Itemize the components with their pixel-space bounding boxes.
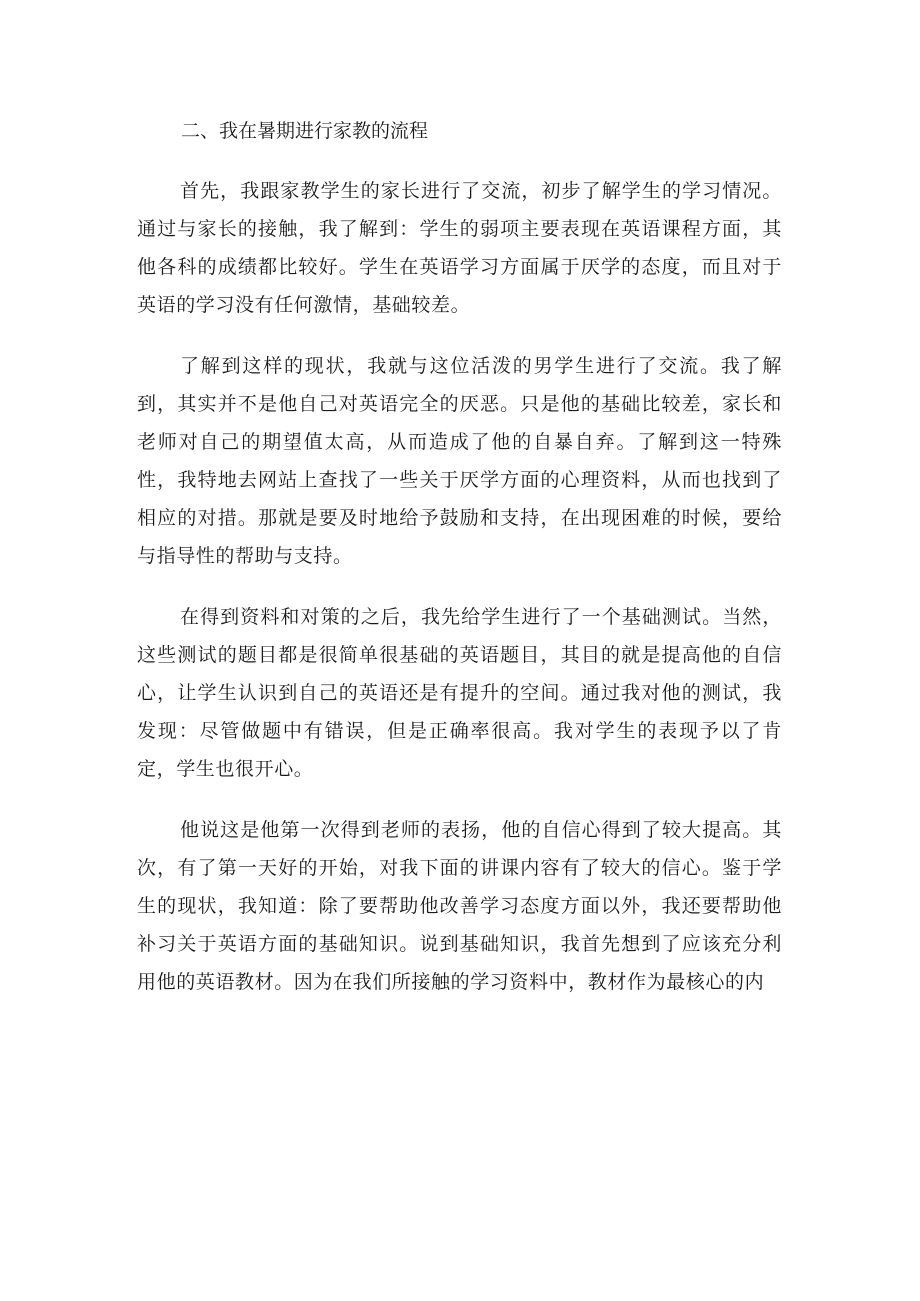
document-body — [137, 112, 782, 1024]
paragraph-4: 他说这是他第一次得到老师的表扬，他的自信心得到了较大提高。其次，有了第一天好的开始，对我下面的讲课内容有了较大的信心。鉴于学生的现状，我知道：除了要帮助他改善学习态度方面以外，我还要帮助他补习关于英语方面的基础知识。说到基础知识，我首先想到了应该充分利用他的英语教材。因为在我们所接触的学习资料中，教材作为最核心的内 — [137, 819, 782, 993]
paragraph-1: 首先，我跟家教学生的家长进行了交流，初步了解学生的学习情况。通过与家长的接触，我了解到：学生的弱项主要表现在英语课程方面，其他各科的成绩都比较好。学生在英语学习方面属于厌学的态度，而且对于英语的学习没有任何激情，基础较差。 — [137, 180, 782, 316]
paragraph-2: 了解到这样的现状，我就与这位活泼的男学生进行了交流。我了解到，其实并不是他自己对英语完全的厌恶。只是他的基础比较差，家长和老师对自己的期望值太高，从而造成了他的自暴自弃。了解到这一特殊性，我特地去网站上查找了一些关于厌学方面的心理资料，从而也找到了相应的对措。那就是要及时地给予鼓励和支持，在出现困难的时候，要给与指导性的帮助与支持。 — [137, 355, 782, 567]
section-heading: 二、我在暑期进行家教的流程 — [181, 120, 429, 142]
paragraph-3: 在得到资料和对策的之后，我先给学生进行了一个基础测试。当然，这些测试的题目都是很简单很基础的英语题目，其目的就是提高他的自信心，让学生认识到自己的英语还是有提升的空间。通过我对他的测试，我发现：尽管做题中有错误，但是正确率很高。我对学生的表现予以了肯定，学生也很开心。 — [137, 606, 782, 780]
